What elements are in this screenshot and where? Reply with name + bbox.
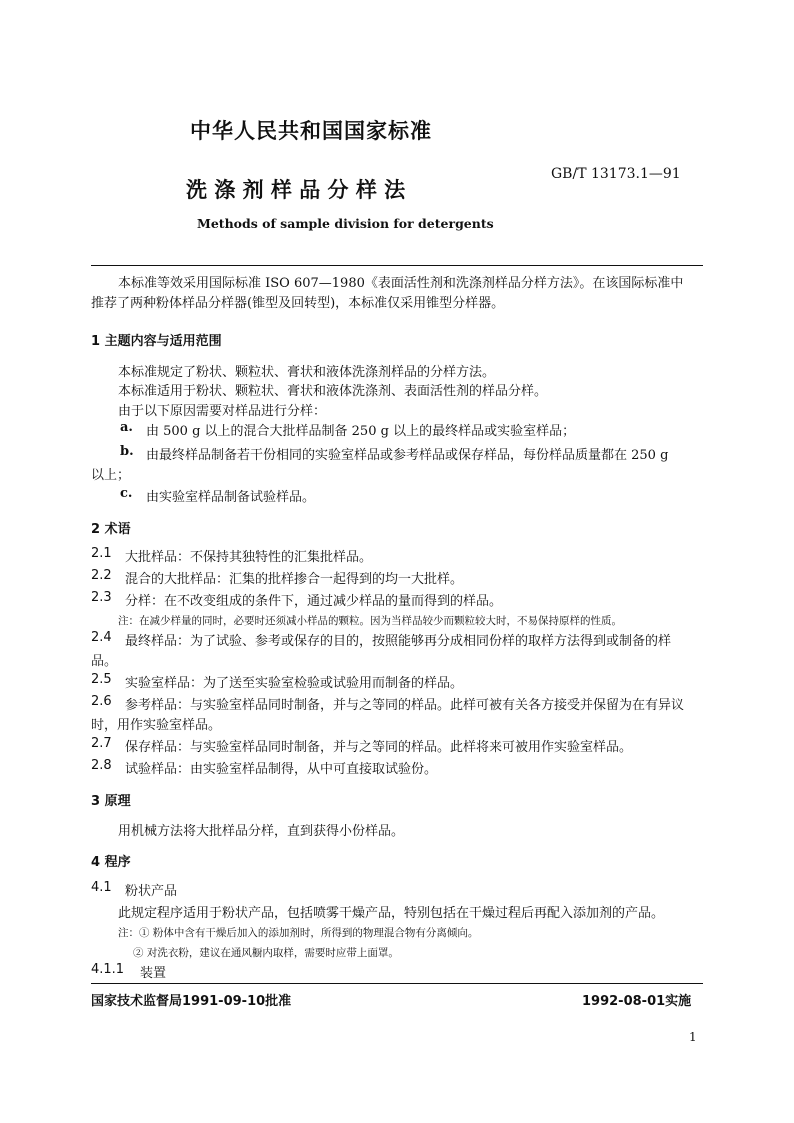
term-2-6-line-2: 时，用作实验室样品。 <box>91 718 222 733</box>
term-2-7-number: 2.7 <box>91 736 112 751</box>
term-2-4-line-2: 品。 <box>91 654 118 669</box>
intro-line-1: 本标准等效采用国际标准 ISO 607—1980《表面活性剂和洗涤剂样品分样方法》。在该国际标准中 <box>118 276 684 291</box>
term-2-3: 分样：在不改变组成的条件下，通过减少样品的量而得到的样品。 <box>125 594 503 609</box>
org-title: 中华人民共和国国家标准 <box>190 119 432 143</box>
document-title: 洗 涤 剂 样 品 分 样 法 <box>186 178 406 202</box>
term-2-7: 保存样品：与实验室样品同时制备，并与之等同的样品。此样将来可被用作实验室样品。 <box>125 740 633 755</box>
implementation-date: 1992-08-01实施 <box>582 994 692 1009</box>
term-2-1: 大批样品：不保持其独特性的汇集批样品。 <box>125 550 373 565</box>
list-item-c: 由实验室样品制备试验样品。 <box>146 490 316 505</box>
term-2-6-number: 2.6 <box>91 694 112 709</box>
list-marker-b: b. <box>120 444 134 459</box>
header-rule <box>91 265 703 266</box>
term-2-3-note: 注：在减少样量的同时，必要时还须减小样品的颗粒。因为当样品较少而颗粒较大时，不易保持原样的性质。 <box>118 615 622 627</box>
s4-1-1-number: 4.1.1 <box>91 962 125 977</box>
section-1-heading: 1 主题内容与适用范围 <box>91 334 222 349</box>
term-2-6-line-1: 参考样品：与实验室样品同时制备，并与之等同的样品。此样可被有关各方接受并保留为在有异议 <box>125 698 685 713</box>
s1-para-3: 由于以下原因需要对样品进行分样： <box>118 404 327 419</box>
term-2-5: 实验室样品：为了送至实验室检验或试验用而制备的样品。 <box>125 676 464 691</box>
term-2-8-number: 2.8 <box>91 758 112 773</box>
list-item-a: 由 500 g 以上的混合大批样品制备 250 g 以上的最终样品或实验室样品； <box>146 424 576 439</box>
section-4-heading: 4 程序 <box>91 855 131 870</box>
approval-line: 国家技术监督局1991-09-10批准 <box>91 994 292 1009</box>
s4-1-1-title: 装置 <box>140 966 167 981</box>
s1-para-1: 本标准规定了粉状、颗粒状、膏状和液体洗涤剂样品的分样方法。 <box>118 365 496 380</box>
s4-1-note-1: 注：① 粉体中含有干燥后加入的添加剂时，所得到的物理混合物有分离倾向。 <box>118 927 479 939</box>
term-2-3-number: 2.3 <box>91 590 112 605</box>
footer-rule <box>91 983 703 984</box>
term-2-2: 混合的大批样品：汇集的批样掺合一起得到的均一大批样。 <box>125 572 464 587</box>
term-2-4-number: 2.4 <box>91 630 112 645</box>
s1-para-2: 本标准适用于粉状、颗粒状、膏状和液体洗涤剂、表面活性剂的样品分样。 <box>118 384 548 399</box>
term-2-4-line-1: 最终样品：为了试验、参考或保存的目的，按照能够再分成相同份样的取样方法得到或制备的样 <box>125 634 672 649</box>
section-3-heading: 3 原理 <box>91 794 131 809</box>
list-item-b-line-2: 以上； <box>91 468 131 483</box>
term-2-1-number: 2.1 <box>91 546 112 561</box>
list-marker-a: a. <box>120 420 133 435</box>
standard-number: GB/T 13173.1—91 <box>551 166 681 182</box>
term-2-8: 试验样品：由实验室样品制得，从中可直接取试验份。 <box>125 762 438 777</box>
term-2-5-number: 2.5 <box>91 672 112 687</box>
page-number: 1 <box>689 1030 697 1044</box>
list-marker-c: c. <box>120 486 133 501</box>
s4-1-number: 4.1 <box>91 880 112 895</box>
s3-para-1: 用机械方法将大批样品分样，直到获得小份样品。 <box>118 824 405 839</box>
s4-1-para: 此规定程序适用于粉状产品，包括喷雾干燥产品，特别包括在干燥过程后再配入添加剂的产品。 <box>118 906 665 921</box>
s4-1-title: 粉状产品 <box>125 884 178 899</box>
section-2-heading: 2 术语 <box>91 522 131 537</box>
list-item-b-line-1: 由最终样品制备若干份相同的实验室样品或参考样品或保存样品，每份样品质量都在 250 g <box>146 448 669 463</box>
s4-1-note-2: ② 对洗衣粉，建议在通风橱内取样，需要时应带上面罩。 <box>133 947 399 959</box>
term-2-2-number: 2.2 <box>91 568 112 583</box>
english-title: Methods of sample division for detergents <box>197 216 494 231</box>
intro-line-2: 推荐了两种粉体样品分样器(锥型及回转型)，本标准仅采用锥型分样器。 <box>91 296 505 311</box>
